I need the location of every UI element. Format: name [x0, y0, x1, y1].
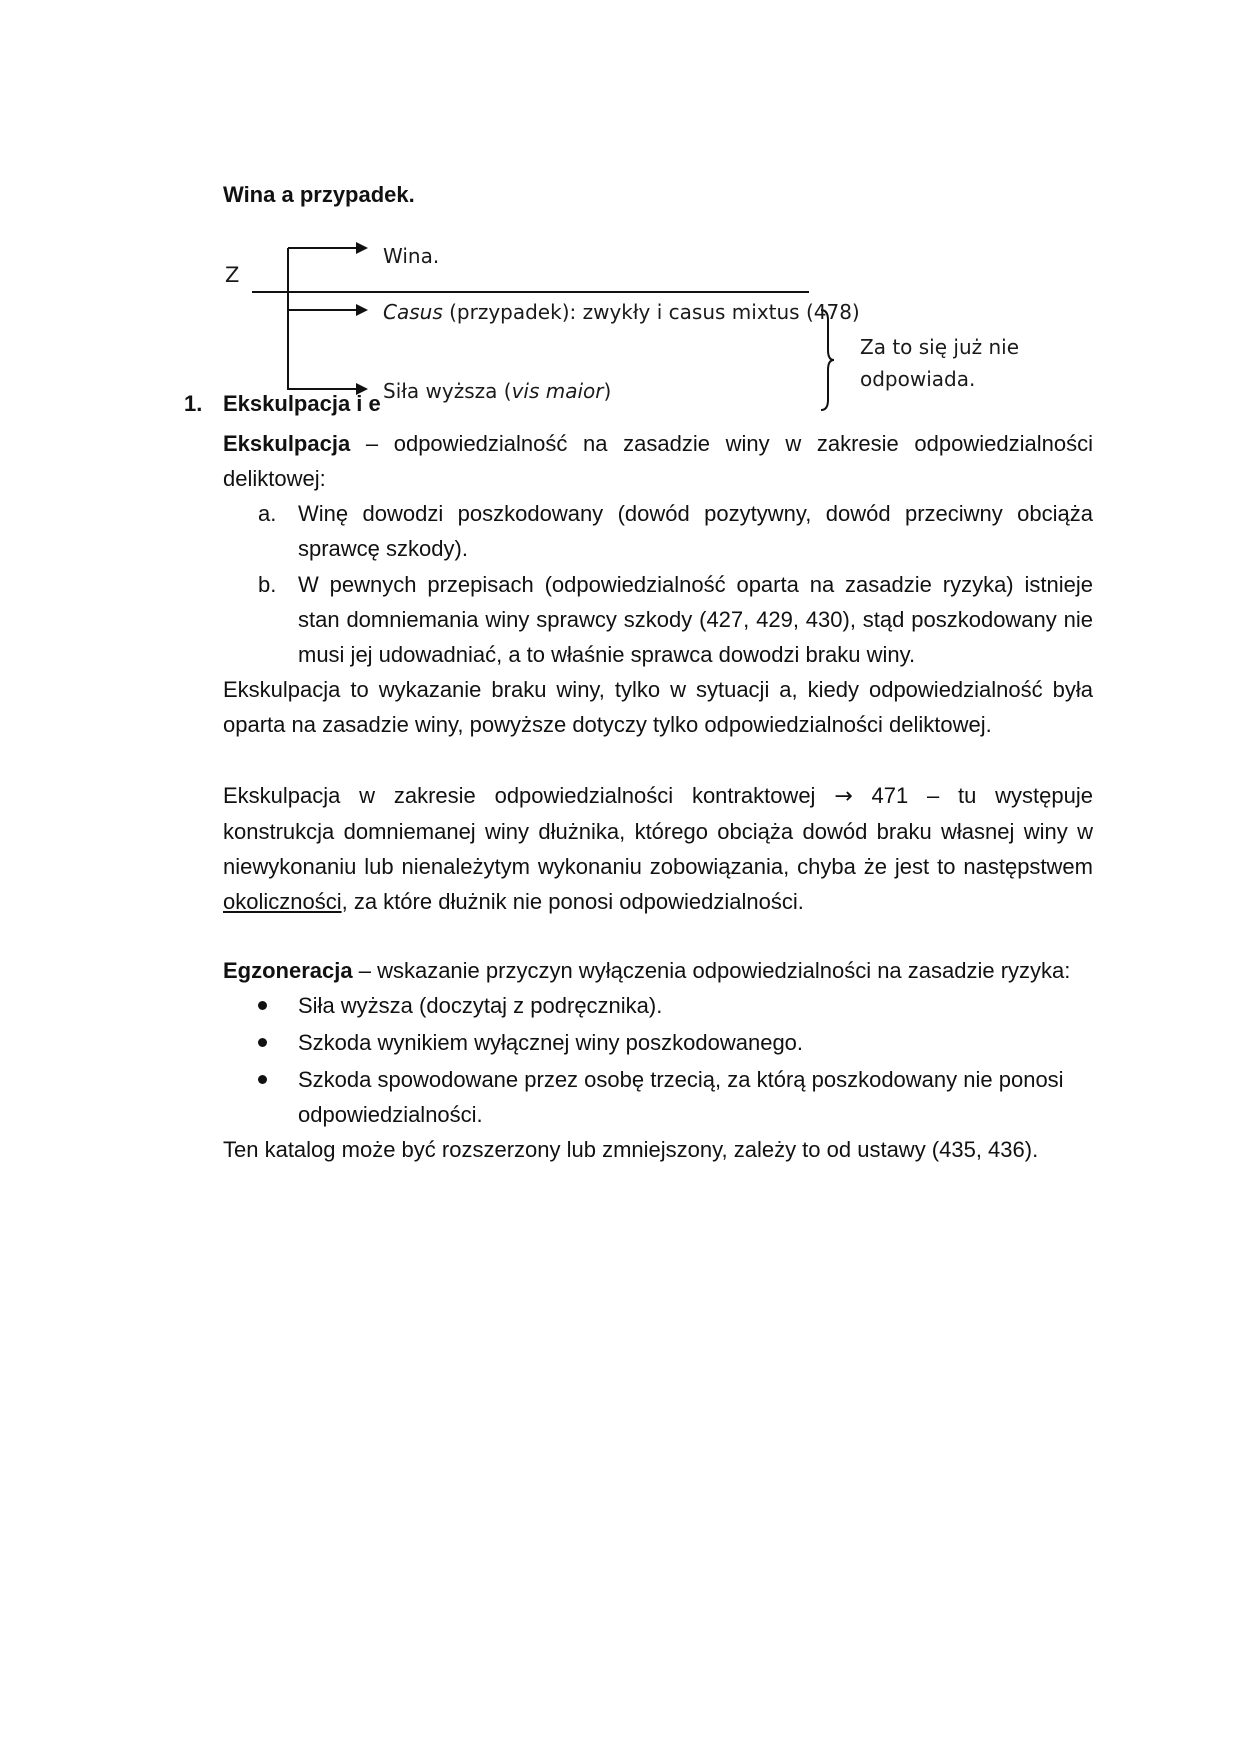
bullet-list	[258, 988, 1093, 1134]
list-item-b	[258, 567, 1093, 672]
list-text-b: W pewnych przepisach (odpowiedzialność oparta na zasadzie ryzyka) istnieje stan domniemania winy sprawcy szkody (427, 429, 430), stąd poszkodowany nie musi jej udowadniać, a to właśnie sprawca dowodzi braku winy.	[298, 572, 1093, 667]
section-heading	[184, 391, 381, 417]
section-number: 1.	[184, 391, 203, 416]
p3-before-arrow: Ekskulpacja w zakresie odpowiedzialności kontraktowej	[223, 783, 835, 808]
right-arrow-icon: →	[834, 784, 853, 809]
list-marker-a: a.	[258, 501, 277, 526]
list-text-a: Winę dowodzi poszkodowany (dowód pozytywny, dowód przeciwny obciąża sprawcę szkody).	[298, 501, 1093, 561]
brace-note: Za to się już nie odpowiada.	[860, 335, 1020, 391]
list-marker-b: b.	[258, 572, 277, 597]
bullet-icon	[258, 1075, 267, 1084]
branch-casus	[383, 300, 860, 324]
bullet-item	[258, 988, 1093, 1023]
paragraph-kontraktowa	[223, 778, 1093, 919]
curly-brace	[821, 310, 834, 410]
bullet-icon	[258, 1001, 267, 1010]
bullet-text: Szkoda wynikiem wyłącznej winy poszkodowanego.	[298, 1030, 804, 1055]
sila-suffix: )	[603, 379, 612, 403]
sila-prefix: Siła wyższa (	[383, 379, 512, 403]
term-egzoneracja: Egzoneracja	[223, 958, 353, 983]
casus-italic: Casus	[383, 300, 443, 324]
term-ekskulpacja: Ekskulpacja	[223, 431, 351, 456]
paragraph-katalog: Ten katalog może być rozszerzony lub zmniejszony, zależy to od ustawy (435, 436).	[223, 1137, 1039, 1162]
arrow-casus-head	[356, 304, 368, 316]
p3-after-arrow: 471 – tu występuje konstrukcja domniemanej winy dłużnika, którego obciąża dowód braku własnej winy w niewykonaniu lub nienależytym wykonaniu zobowiązania, chyba że jest to następstwem	[223, 783, 1093, 879]
p3-end: , za które dłużnik nie ponosi odpowiedzialności.	[341, 889, 804, 914]
z-label: Z	[225, 263, 240, 287]
sila-italic: vis maior	[511, 379, 604, 403]
paragraph-egzoneracja	[223, 953, 1093, 988]
bullet-text: Siła wyższa (doczytaj z podręcznika).	[298, 993, 663, 1018]
section-heading-text: Ekskulpacja i e	[223, 391, 381, 416]
branch-sila	[383, 379, 611, 403]
page-title: Wina a przypadek.	[223, 182, 415, 207]
casus-rest: (przypadek): zwykły i casus mixtus (478)	[442, 300, 860, 324]
bullet-item	[258, 1025, 1093, 1060]
paragraph-ekskulpacja-text: – odpowiedzialność na zasadzie winy w zakresie odpowiedzialności deliktowej:	[223, 431, 1093, 491]
liability-diagram	[0, 0, 1240, 430]
paragraph-ekskulpacja	[223, 426, 1093, 496]
bullet-item	[258, 1062, 1093, 1132]
paragraph-ekskulpacja-definition: Ekskulpacja to wykazanie braku winy, tylko w sytuacji a, kiedy odpowiedzialność była oparta na zasadzie winy, powyższe dotyczy tylko odpowiedzialności deliktowej.	[223, 677, 1093, 737]
p3-underlined: okoliczności	[223, 889, 342, 914]
list-item-a	[258, 496, 1093, 566]
paragraph-egzoneracja-text: – wskazanie przyczyn wyłączenia odpowiedzialności na zasadzie ryzyka:	[352, 958, 1071, 983]
arrow-wina-head	[356, 242, 368, 254]
bullet-icon	[258, 1038, 267, 1047]
bullet-text: Szkoda spowodowane przez osobę trzecią, za którą poszkodowany nie ponosi odpowiedzialności.	[298, 1067, 1064, 1127]
branch-wina: Wina.	[383, 244, 440, 268]
